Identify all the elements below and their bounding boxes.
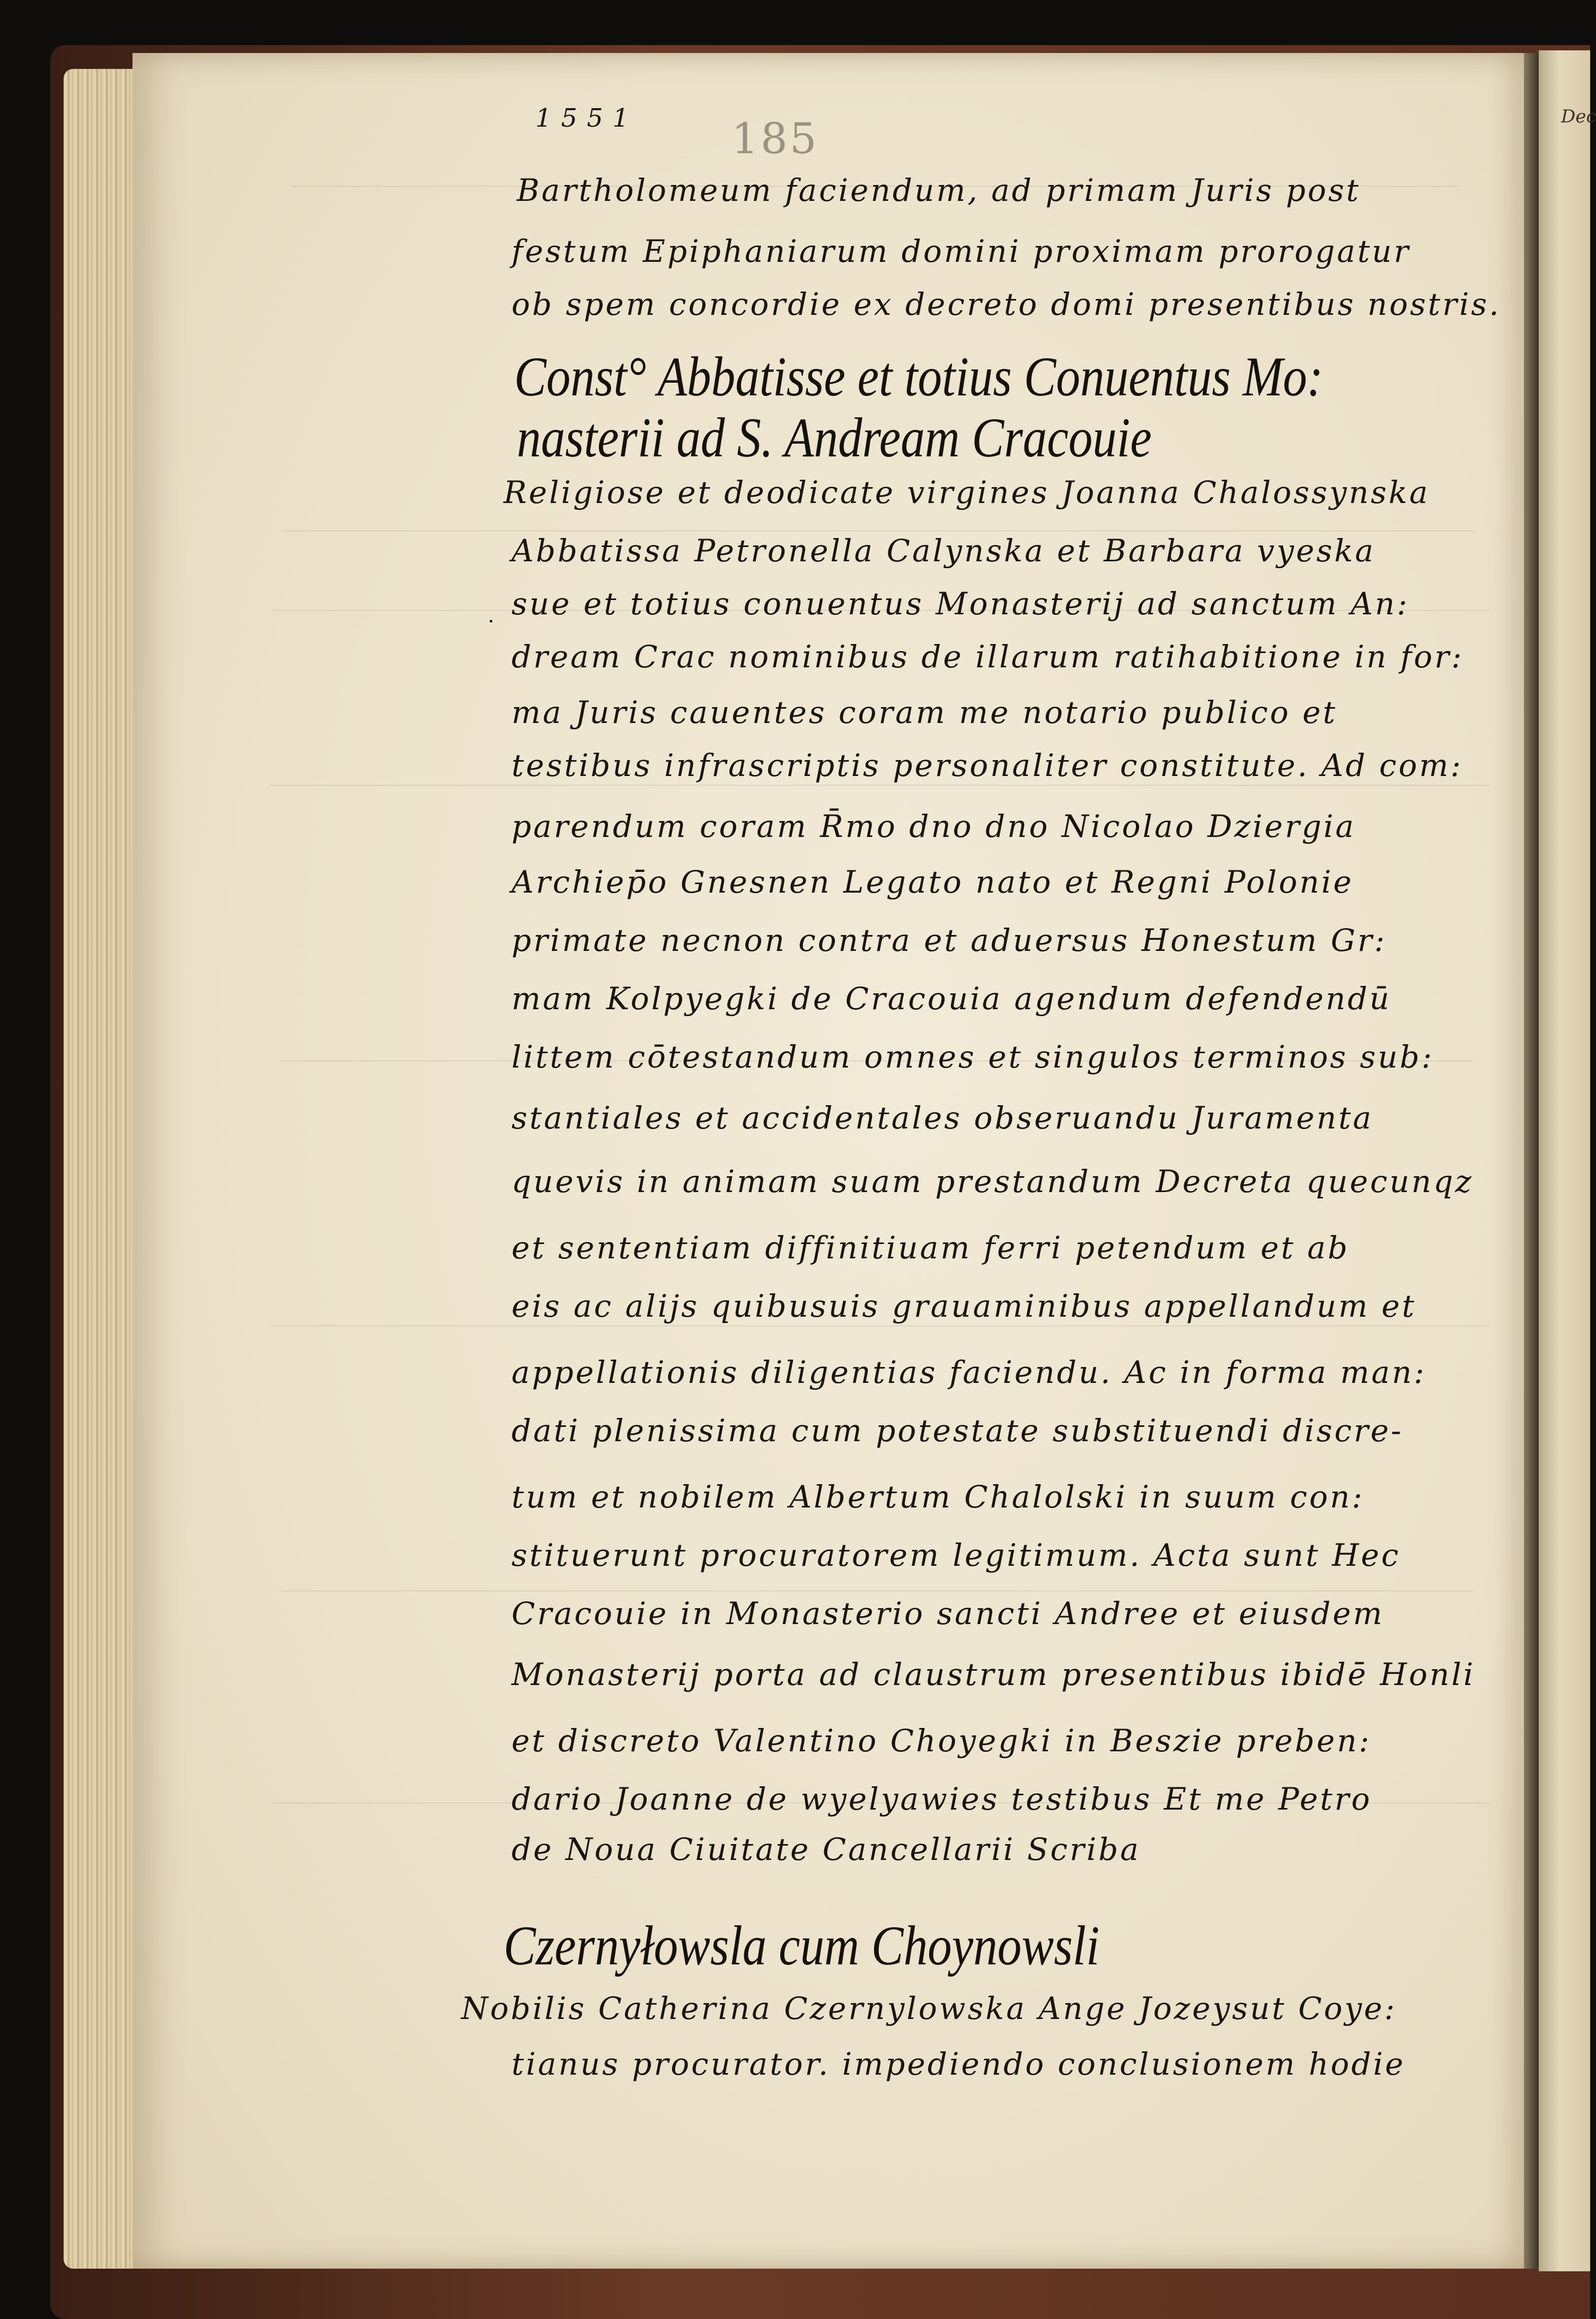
facing-page-word: Dec bbox=[1561, 106, 1596, 127]
section-heading: Czernyłowsla cum Choynowsli bbox=[504, 1915, 1100, 1977]
text-line: stituerunt procuratorem legitimum. Acta sunt Hec bbox=[512, 1537, 1401, 1573]
text-line: quevis in animam suam prestandum Decreta quecunqz bbox=[512, 1163, 1474, 1200]
text-line: Archiep̄o Gnesnen Legato nato et Regni Polonie bbox=[512, 864, 1354, 900]
text-line: et sententiam diffinitiuam ferri petendum et ab bbox=[512, 1230, 1350, 1266]
section-heading: Const° Abbatisse et totius Conuentus Mo: bbox=[514, 346, 1324, 408]
text-line: Abbatissa Petronella Calynska et Barbara vyeska bbox=[512, 533, 1375, 569]
page-year-number: 1551 bbox=[535, 103, 639, 133]
text-line: dario Joanne de wyelyawies testibus Et me Petro bbox=[512, 1781, 1372, 1817]
text-line: Religiose et deodicate virgines Joanna Chalossynska bbox=[504, 474, 1430, 510]
text-line: mam Kolpyegki de Cracouia agendum defendendū bbox=[512, 981, 1391, 1017]
text-line: stantiales et accidentales obseruandu Juramenta bbox=[512, 1100, 1373, 1136]
text-line: parendum coram R̄mo dno dno Nicolao Dziergia bbox=[512, 808, 1356, 844]
page-gutter bbox=[1524, 53, 1539, 2269]
text-line: appellationis diligentias faciendu. Ac in forma man: bbox=[512, 1354, 1426, 1390]
text-line: testibus infrascriptis personaliter constitute. Ad com: bbox=[512, 747, 1463, 783]
text-line: tianus procurator. impediendo conclusionem hodie bbox=[512, 2046, 1406, 2082]
folio-number: 185 bbox=[731, 114, 819, 163]
text-line: et discreto Valentino Choyegki in Beszie preben: bbox=[512, 1723, 1372, 1759]
text-line: Monasterij porta ad claustrum presentibus ibidē Honli bbox=[512, 1656, 1476, 1692]
text-line: de Noua Ciuitate Cancellarii Scriba bbox=[512, 1831, 1141, 1867]
text-line: Cracouie in Monasterio sancti Andree et eiusdem bbox=[512, 1595, 1385, 1632]
text-line: ob spem concordie ex decreto domi presentibus nostris. bbox=[512, 286, 1501, 322]
text-line: Bartholomeum faciendum, ad primam Juris post bbox=[517, 172, 1361, 208]
text-line: tum et nobilem Albertum Chalolski in suum con: bbox=[512, 1479, 1364, 1515]
text-line: dati plenissima cum potestate substituendi discre- bbox=[512, 1413, 1404, 1449]
text-line: sue et totius conuentus Monasterij ad sanctum An: bbox=[512, 586, 1409, 622]
text-line: ma Juris cauentes coram me notario publico et bbox=[512, 694, 1337, 730]
text-line: Nobilis Catherina Czernylowska Ange Jozeysut Coye: bbox=[461, 1990, 1397, 2026]
text-line: littem cōtestandum omnes et singulos terminos sub: bbox=[512, 1039, 1434, 1075]
facing-page-edge bbox=[1539, 50, 1590, 2271]
text-line: primate necnon contra et aduersus Honestum Gr: bbox=[512, 922, 1387, 958]
text-line: dream Crac nominibus de illarum ratihabitione in for: bbox=[512, 639, 1464, 675]
section-heading: nasterii ad S. Andream Cracouie bbox=[517, 407, 1152, 469]
text-line: festum Epiphaniarum domini proximam prorogatur bbox=[512, 233, 1411, 269]
margin-dot: · bbox=[488, 610, 495, 634]
text-line: eis ac alijs quibusuis grauaminibus appellandum et bbox=[512, 1288, 1417, 1324]
